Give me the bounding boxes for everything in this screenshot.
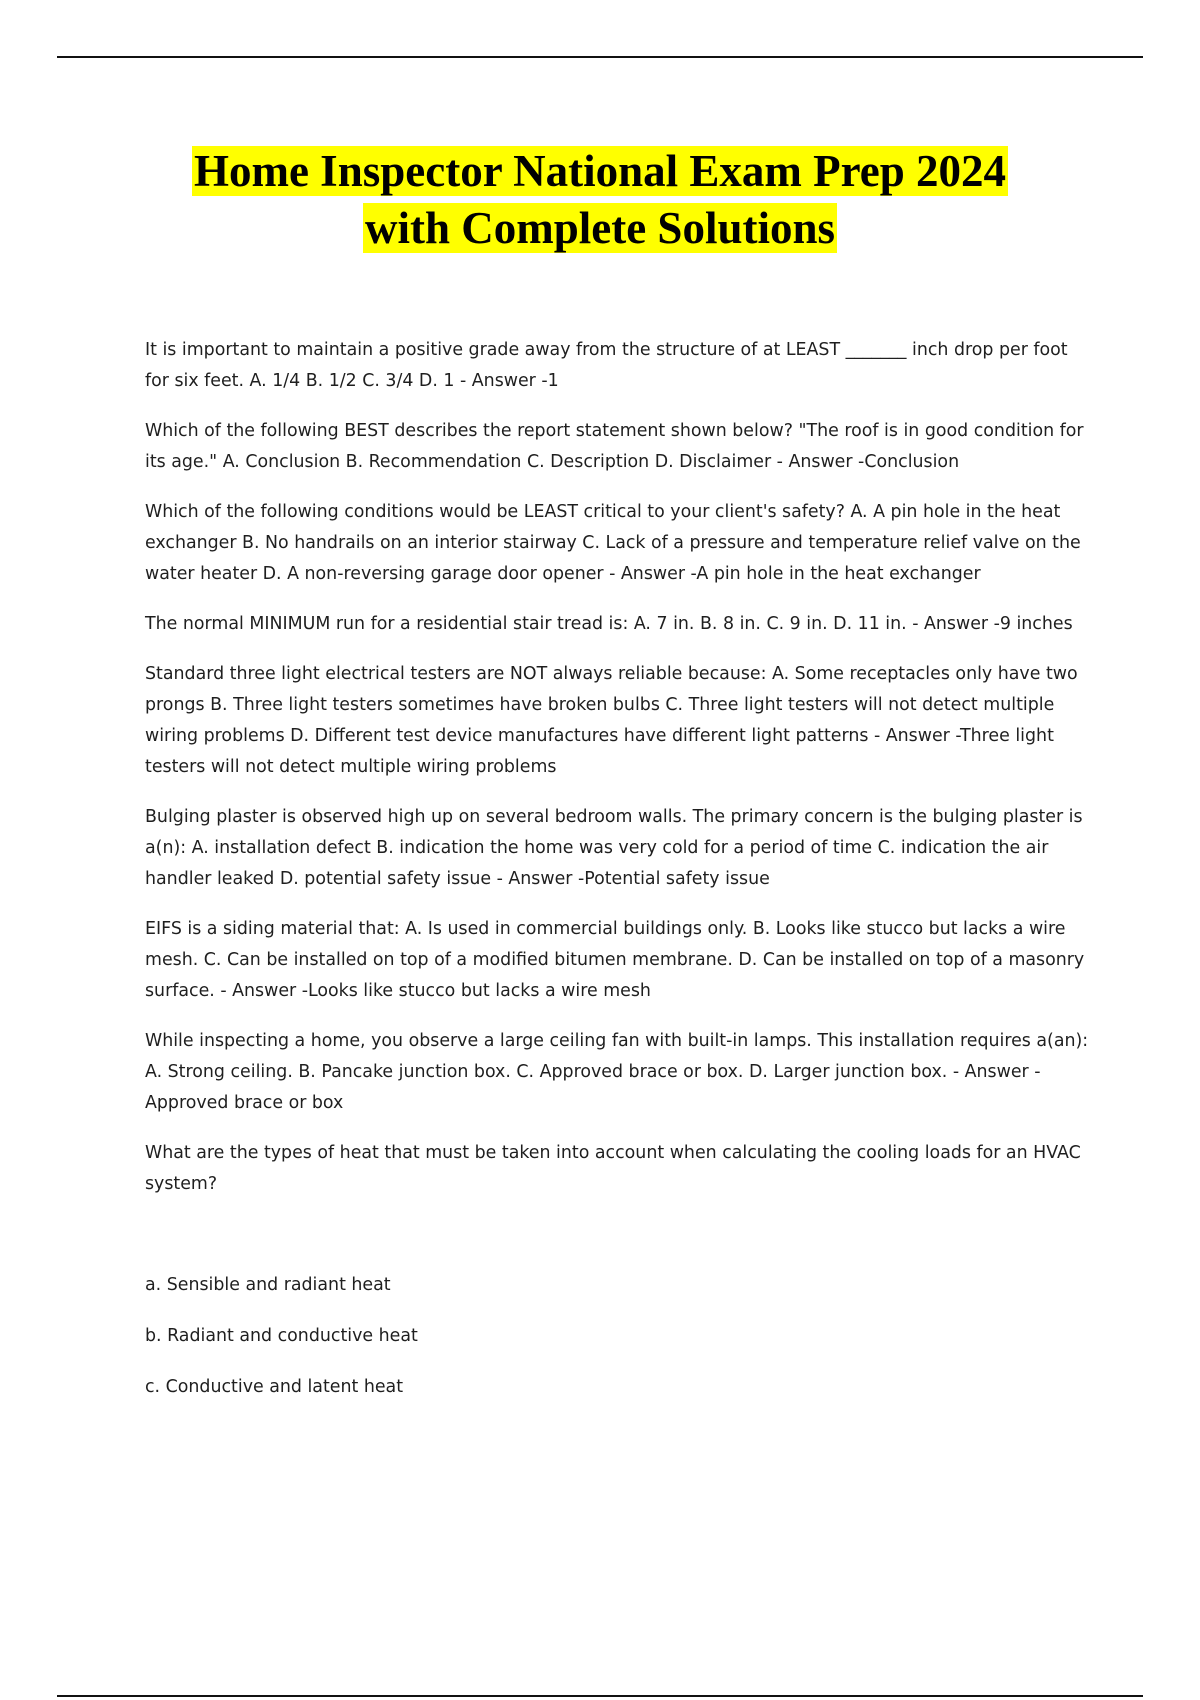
header-rule bbox=[57, 56, 1143, 58]
question-9: What are the types of heat that must be taken into account when calculating the cooling loads for an HVAC system? bbox=[145, 1143, 1081, 1194]
document-title bbox=[0, 143, 1200, 257]
option-a: a. Sensible and radiant heat bbox=[145, 1275, 391, 1295]
document-body bbox=[145, 335, 1090, 1423]
question-6: Bulging plaster is observed high up on several bedroom walls. The primary concern is the bulging plaster is a(n): A. installation defect B. indication the home was very cold for a period of time C. indication the air handler leaked D. potential safety issue - Answer -Potential safety issue bbox=[145, 807, 1083, 889]
question-8: While inspecting a home, you observe a large ceiling fan with built-in lamps. This installation requires a(an): A. Strong ceiling. B. Pancake junction box. C. Approved brace or box. D. Larger junction box. - Answer -Approved brace or box bbox=[145, 1031, 1089, 1113]
question-2: Which of the following BEST describes the report statement shown below? "The roof is in good condition for its age." A. Conclusion B. Recommendation C. Description D. Disclaimer - Answer -Conclusion bbox=[145, 421, 1084, 472]
title-line-2: with Complete Solutions bbox=[364, 203, 836, 253]
title-line-1: Home Inspector National Exam Prep 2024 bbox=[193, 146, 1007, 196]
question-7: EIFS is a siding material that: A. Is used in commercial buildings only. B. Looks like stucco but lacks a wire mesh. C. Can be installed on top of a modified bitumen membrane. D. Can be installed on top of a masonry surface. - Answer -Looks like stucco but lacks a wire mesh bbox=[145, 919, 1085, 1001]
title-block bbox=[0, 143, 1200, 257]
question-1: It is important to maintain a positive grade away from the structure of at LEAST _______ inch drop per foot for six feet. A. 1/4 B. 1/2 C. 3/4 D. 1 - Answer -1 bbox=[145, 340, 1068, 391]
footer-rule bbox=[57, 1695, 1143, 1697]
question-3: Which of the following conditions would be LEAST critical to your client's safety? A. A pin hole in the heat exchanger B. No handrails on an interior stairway C. Lack of a pressure and temperature relief valve on the water heater D. A non-reversing garage door opener - Answer -A pin hole in the heat exchanger bbox=[145, 502, 1081, 584]
question-5: Standard three light electrical testers are NOT always reliable because: A. Some receptacles only have two prongs B. Three light testers sometimes have broken bulbs C. Three light testers will not detect multiple wiring problems D. Different test device manufactures have different light patterns - Answer -Three light testers will not detect multiple wiring problems bbox=[145, 664, 1078, 777]
option-c: c. Conductive and latent heat bbox=[145, 1377, 404, 1397]
question-4: The normal MINIMUM run for a residential stair tread is: A. 7 in. B. 8 in. C. 9 in. D. 11 in. - Answer -9 inches bbox=[145, 614, 1073, 634]
option-b: b. Radiant and conductive heat bbox=[145, 1326, 418, 1346]
